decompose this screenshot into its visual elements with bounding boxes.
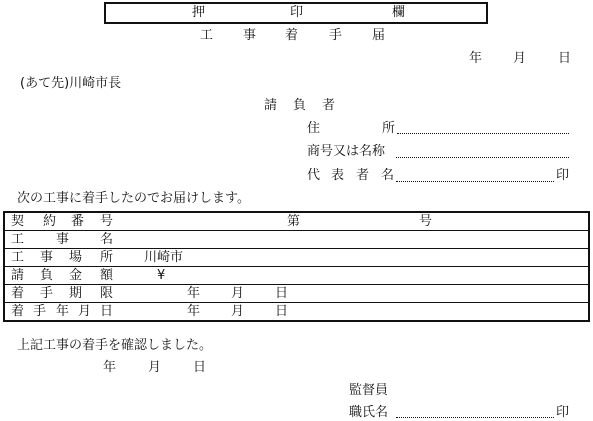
supervisor-seal: 印 — [556, 405, 570, 420]
address-label-char: 所 — [382, 121, 396, 136]
company-name-field[interactable] — [396, 157, 569, 158]
header-date-day: 日 — [558, 51, 572, 66]
header-date-month: 月 — [513, 51, 527, 66]
start-date-cell[interactable]: 着 手 年 月 日 年 月 日 — [11, 304, 289, 319]
stamp-char-1: 押 — [192, 5, 206, 20]
contractor-heading-char: 請 — [264, 98, 278, 113]
footer-date-day: 日 — [193, 360, 207, 375]
stamp-char-3: 欄 — [392, 5, 406, 20]
contractor-heading-char: 負 — [293, 98, 307, 113]
contract-number-cell[interactable]: 契 約 番 号 第 号 — [4, 212, 589, 231]
contract-go: 号 — [419, 214, 433, 229]
table-row — [4, 303, 589, 322]
table-row — [4, 267, 589, 285]
stamp-box — [104, 2, 488, 24]
title-char: 手 — [329, 28, 343, 43]
rep-label-char: 名 — [381, 168, 395, 183]
work-location-cell[interactable]: 工 事 場 所 川崎市 — [4, 249, 589, 267]
table-row — [4, 212, 589, 231]
rep-label-char: 者 — [356, 168, 370, 183]
work-name-cell[interactable]: 工 事 名 — [4, 231, 589, 249]
representative-field[interactable] — [396, 181, 554, 182]
table-row — [4, 249, 589, 267]
supervisor-name-label: 職氏名 — [349, 405, 389, 420]
contractor-seal: 印 — [556, 168, 570, 183]
footer-date-month: 月 — [148, 360, 162, 375]
confirm-text: 上記工事の着手を確認しました。 — [17, 338, 213, 353]
stamp-char-2: 印 — [290, 5, 304, 20]
contract-amount-cell[interactable]: 請 負 金 額 ¥ — [4, 267, 589, 285]
table-row — [4, 231, 589, 249]
title-char: 工 — [200, 28, 214, 43]
title-char: 着 — [285, 28, 299, 43]
yen-sign: ¥ — [157, 268, 166, 283]
intro-text: 次の工事に着手したのでお届けします。 — [17, 191, 250, 206]
rep-label-char: 代 — [307, 168, 321, 183]
title-char: 届 — [372, 28, 386, 43]
addressee: (あて先)川崎市長 — [20, 76, 122, 91]
contract-dai: 第 — [287, 214, 301, 229]
table-row — [4, 285, 589, 303]
contractor-heading-char: 者 — [322, 98, 336, 113]
supervisor-heading: 監督員 — [349, 383, 389, 398]
title-char: 事 — [243, 28, 257, 43]
company-name-label: 商号又は名称 — [307, 144, 386, 159]
address-field[interactable] — [397, 133, 569, 134]
header-date-year: 年 — [469, 51, 483, 66]
work-location-value: 川崎市 — [144, 250, 184, 265]
address-label-char: 住 — [307, 121, 321, 136]
footer-date-year: 年 — [103, 360, 117, 375]
supervisor-name-field[interactable] — [396, 417, 554, 418]
rep-label-char: 表 — [331, 168, 345, 183]
start-deadline-cell[interactable]: 着 手 期 限 年 月 日 — [4, 285, 589, 303]
work-details-table — [3, 211, 590, 322]
